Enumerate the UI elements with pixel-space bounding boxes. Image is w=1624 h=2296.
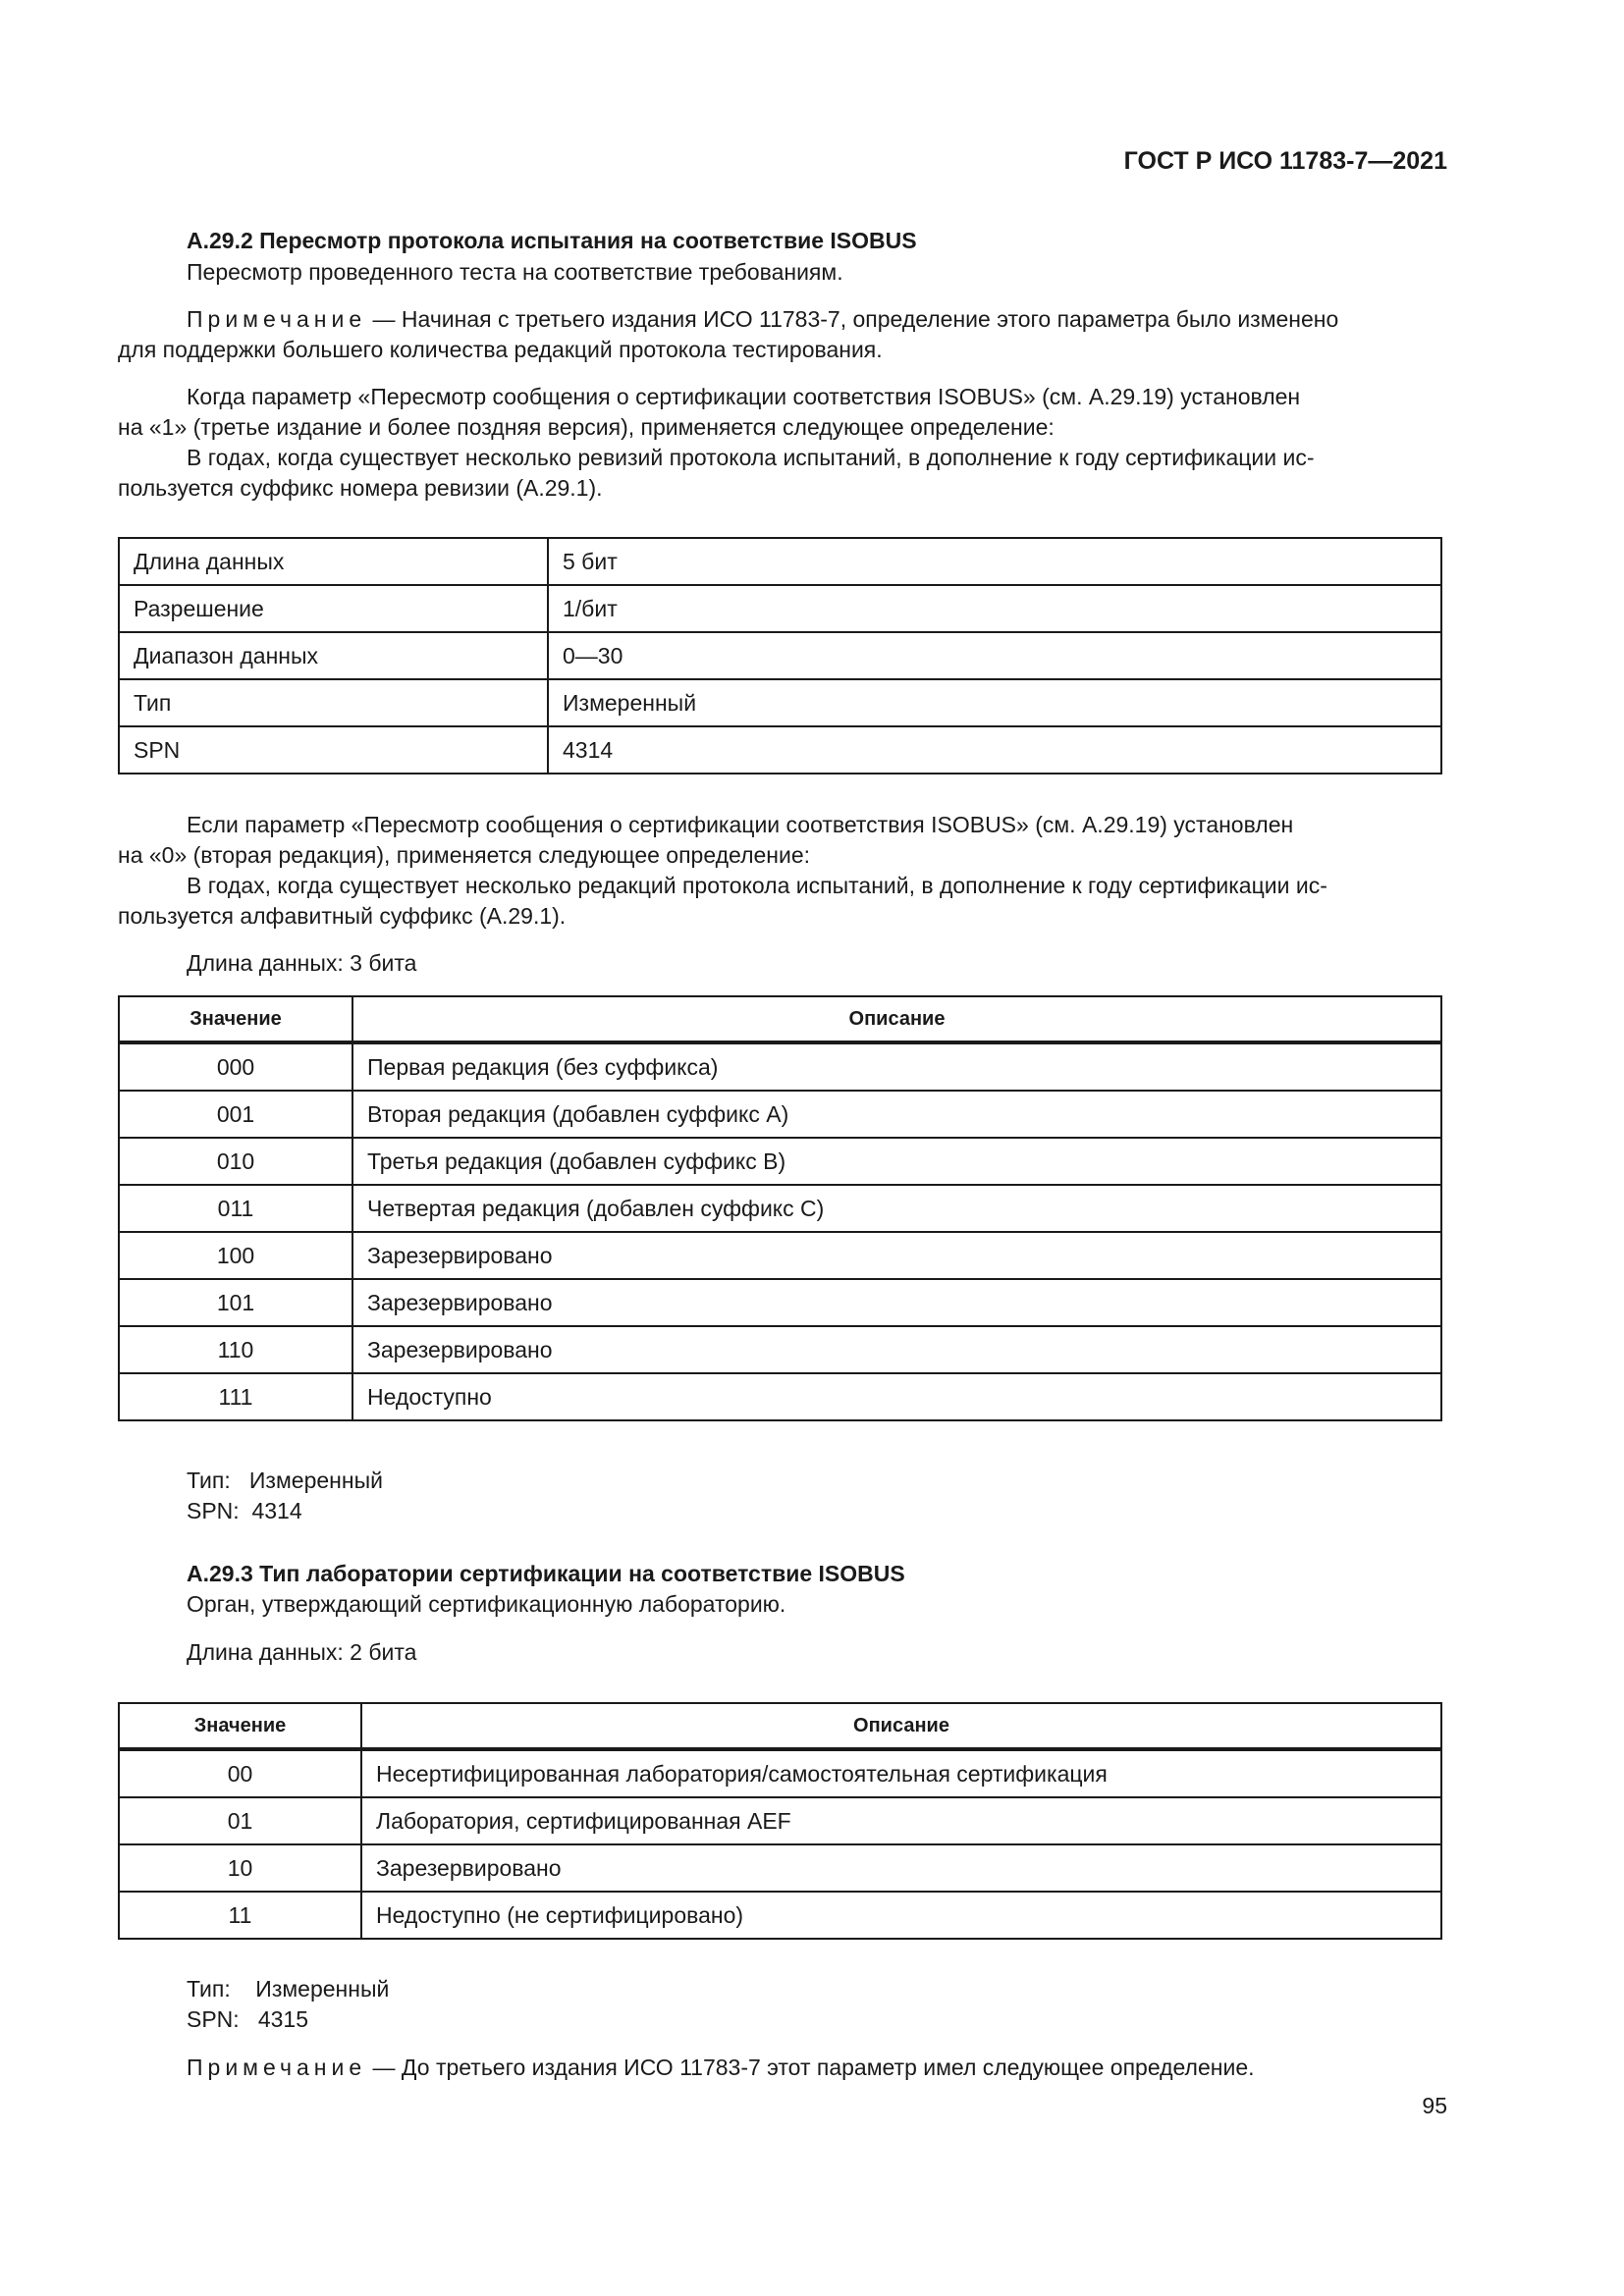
param-value: 5 бит (548, 538, 1441, 585)
table-row (119, 585, 1441, 632)
document-header: ГОСТ Р ИСО 11783-7—2021 (1123, 147, 1447, 175)
col-header-value: Значение (119, 996, 352, 1042)
param-key: Разрешение (119, 585, 548, 632)
cell-desc: Лаборатория, сертифицированная AEF (361, 1797, 1441, 1844)
param-key: Тип (119, 679, 548, 726)
data-length-a293: Длина данных: 2 бита (187, 1639, 417, 1665)
table-row (119, 632, 1441, 679)
cell-desc: Зарезервировано (352, 1232, 1441, 1279)
note-label: Примечание (187, 306, 367, 332)
para-2-line-1: В годах, когда существует несколько ревизий протокола испытаний, в дополнение к году сертификации ис- (187, 445, 1315, 470)
section-title-a293: A.29.3 Тип лаборатории сертификации на соответствие ISOBUS (187, 1561, 905, 1586)
note-a293 (187, 2053, 1510, 2083)
cell-value: 011 (119, 1185, 352, 1232)
col-header-value: Значение (119, 1703, 361, 1749)
cell-value: 000 (119, 1042, 352, 1091)
note-text: — Начиная с третьего издания ИСО 11783-7, определение этого параметра было изменено (366, 306, 1339, 332)
param-key: SPN (119, 726, 548, 774)
cell-value: 111 (119, 1373, 352, 1420)
cell-value: 11 (119, 1892, 361, 1939)
para-2-line-2: пользуется суффикс номера ревизии (A.29.1). (118, 475, 603, 501)
table-row (119, 726, 1441, 774)
table-header-row (119, 996, 1441, 1042)
page-number: 95 (1422, 2093, 1447, 2118)
section-desc-a293: Орган, утверждающий сертификационную лабораторию. (187, 1591, 786, 1617)
revision-table (118, 995, 1442, 1421)
note-text: — До третьего издания ИСО 11783-7 этот параметр имел следующее определение. (366, 2055, 1255, 2080)
table-row (119, 1373, 1441, 1420)
cell-desc: Недоступно (не сертифицировано) (361, 1892, 1441, 1939)
cell-desc: Зарезервировано (352, 1326, 1441, 1373)
cell-value: 10 (119, 1844, 361, 1892)
section-desc-a292: Пересмотр проведенного теста на соответствие требованиям. (187, 259, 843, 285)
type-line-a293: Тип: Измеренный (187, 1976, 390, 2002)
parameter-table (118, 537, 1442, 774)
spn-line-a292: SPN: 4314 (187, 1498, 302, 1523)
param-value: 1/бит (548, 585, 1441, 632)
cell-desc: Третья редакция (добавлен суффикс B) (352, 1138, 1441, 1185)
cell-value: 01 (119, 1797, 361, 1844)
col-header-desc: Описание (361, 1703, 1441, 1749)
table-row (119, 1185, 1441, 1232)
cell-value: 101 (119, 1279, 352, 1326)
cell-desc: Первая редакция (без суффикса) (352, 1042, 1441, 1091)
table-row (119, 1138, 1441, 1185)
table-header-row (119, 1703, 1441, 1749)
para-3-line-2: на «0» (вторая редакция), применяется следующее определение: (118, 842, 811, 868)
table-row (119, 679, 1441, 726)
cell-value: 001 (119, 1091, 352, 1138)
param-value: Измеренный (548, 679, 1441, 726)
para-3-line-1: Если параметр «Пересмотр сообщения о сертификации соответствия ISOBUS» (см. A.29.19) установлен (187, 812, 1294, 837)
table-row (119, 538, 1441, 585)
type-line-a292: Тип: Измеренный (187, 1468, 383, 1493)
cell-desc: Зарезервировано (361, 1844, 1441, 1892)
para-4-line-2: пользуется алфавитный суффикс (A.29.1). (118, 903, 567, 929)
cell-value: 100 (119, 1232, 352, 1279)
cell-value: 00 (119, 1749, 361, 1797)
cell-desc: Вторая редакция (добавлен суффикс A) (352, 1091, 1441, 1138)
data-length-a292: Длина данных: 3 бита (187, 950, 417, 976)
spn-line-a293: SPN: 4315 (187, 2006, 309, 2032)
note-label: Примечание (187, 2055, 367, 2080)
table-row (119, 1326, 1441, 1373)
table-row (119, 1279, 1441, 1326)
param-value: 4314 (548, 726, 1441, 774)
cell-desc: Четвертая редакция (добавлен суффикс C) (352, 1185, 1441, 1232)
section-title-a292: A.29.2 Пересмотр протокола испытания на соответствие ISOBUS (187, 228, 917, 253)
table-row (119, 1091, 1441, 1138)
table-row (119, 1749, 1441, 1797)
table-row (119, 1844, 1441, 1892)
table-row (119, 1232, 1441, 1279)
cell-desc: Зарезервировано (352, 1279, 1441, 1326)
note-a292 (187, 304, 1441, 335)
param-value: 0—30 (548, 632, 1441, 679)
table-row (119, 1892, 1441, 1939)
cell-desc: Недоступно (352, 1373, 1441, 1420)
table-row (119, 1042, 1441, 1091)
para-1-line-2: на «1» (третье издание и более поздняя версия), применяется следующее определение: (118, 414, 1055, 440)
lab-type-table (118, 1702, 1442, 1940)
para-4-line-1: В годах, когда существует несколько редакций протокола испытаний, в дополнение к году сертификации ис- (187, 873, 1327, 898)
param-key: Длина данных (119, 538, 548, 585)
cell-desc: Несертифицированная лаборатория/самостоятельная сертификация (361, 1749, 1441, 1797)
table-row (119, 1797, 1441, 1844)
col-header-desc: Описание (352, 996, 1441, 1042)
para-1-line-1: Когда параметр «Пересмотр сообщения о сертификации соответствия ISOBUS» (см. A.29.19) установлен (187, 384, 1301, 409)
note-a292-cont: для поддержки большего количества редакций протокола тестирования. (118, 337, 883, 362)
param-key: Диапазон данных (119, 632, 548, 679)
cell-value: 010 (119, 1138, 352, 1185)
cell-value: 110 (119, 1326, 352, 1373)
